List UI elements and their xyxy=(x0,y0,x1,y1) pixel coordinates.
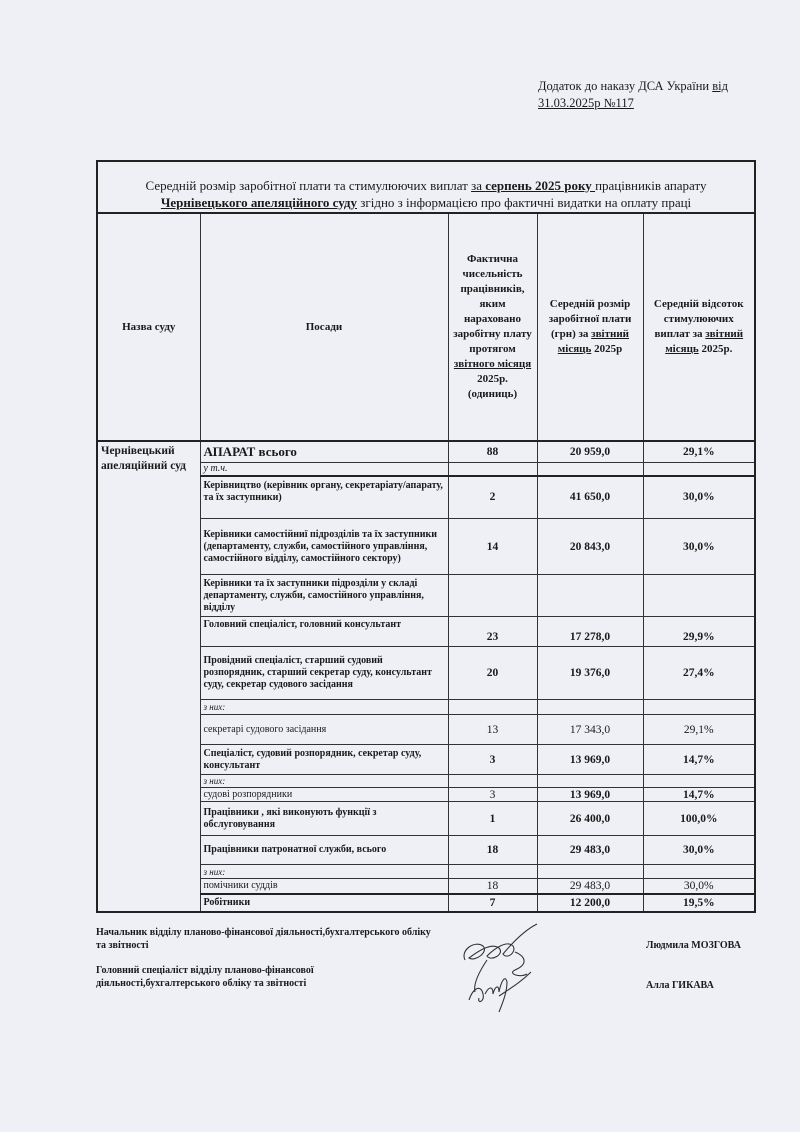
row-salary xyxy=(537,865,643,879)
annex-note xyxy=(538,78,728,112)
table-title xyxy=(97,161,755,213)
row-salary: 29 483,0 xyxy=(537,879,643,894)
title-text: за xyxy=(471,177,486,193)
row-count: 23 xyxy=(448,617,537,647)
header-text: 2025р. (одиниць) xyxy=(467,373,518,400)
signatory-name-1: Людмила МОЗГОВА xyxy=(646,940,741,951)
row-salary: 19 376,0 xyxy=(537,647,643,700)
row-count: 13 xyxy=(448,715,537,745)
row-count: 18 xyxy=(448,836,537,865)
header-text: 2025р xyxy=(591,343,623,355)
annex-line1: Додаток до наказу ДСА України xyxy=(538,79,713,93)
row-count xyxy=(448,462,537,476)
header-text: Середній розмір заробітної плати (грн) за xyxy=(548,298,632,340)
row-position: Робітники xyxy=(200,894,448,912)
title-court: Чернівецького апеляційного суду xyxy=(160,194,358,210)
signatory-title-2: Головний спеціаліст відділу планово-фінансової діяльності,бухгалтерського обліку та звітності xyxy=(96,965,314,989)
header-text: 2025р. xyxy=(698,343,733,355)
title-period: серпень 2025 року xyxy=(485,177,596,193)
row-count: 3 xyxy=(448,788,537,802)
row-position: Керівники та їх заступники підрозділи у складі департаменту, служби, самостійного управління, відділу xyxy=(200,575,448,617)
header-text: Середній відсоток стимулюючих виплат за xyxy=(653,298,744,340)
row-bonus: 30,0% xyxy=(643,836,755,865)
row-salary: 17 343,0 xyxy=(537,715,643,745)
row-salary: 41 650,0 xyxy=(537,476,643,519)
signatory-title-1: Начальник відділу планово-фінансової діяльності,бухгалтерського обліку та звітності xyxy=(96,927,431,951)
row-salary xyxy=(537,575,643,617)
row-position: Спеціаліст, судовий розпорядник, секретар суду, консультант xyxy=(200,745,448,775)
row-bonus xyxy=(643,575,755,617)
header-text: Фактична чисельність працівників, яким нараховано заробітну плату протягом xyxy=(453,253,532,355)
row-salary: 17 278,0 xyxy=(537,617,643,647)
row-count xyxy=(448,700,537,715)
row-bonus: 29,9% xyxy=(643,617,755,647)
header-salary xyxy=(537,213,643,441)
row-bonus: 14,7% xyxy=(643,745,755,775)
salary-table xyxy=(96,160,756,913)
row-position: АПАРАТ всього xyxy=(200,441,448,462)
row-bonus: 30,0% xyxy=(643,519,755,575)
title-text: працівників апарату xyxy=(595,177,707,193)
row-salary xyxy=(537,462,643,476)
header-bonus xyxy=(643,213,755,441)
row-count: 18 xyxy=(448,879,537,894)
row-bonus: 29,1% xyxy=(643,715,755,745)
row-bonus xyxy=(643,700,755,715)
header-positions: Посади xyxy=(200,213,448,441)
row-position: Працівники , які виконують функції з обслуговування xyxy=(200,802,448,836)
row-position: судові розпорядники xyxy=(200,788,448,802)
row-position: Керівники самостійниї підрозділів та їх заступники (департаменту, служби, самостійного управління, самостійного відділу, самостійного сектору) xyxy=(200,519,448,575)
row-salary: 20 959,0 xyxy=(537,441,643,462)
header-court-name: Назва суду xyxy=(97,213,200,441)
row-bonus xyxy=(643,865,755,879)
row-count: 3 xyxy=(448,745,537,775)
row-bonus: 30,0% xyxy=(643,476,755,519)
row-count xyxy=(448,775,537,788)
header-count xyxy=(448,213,537,441)
annex-order-number: 31.03.2025р №117 xyxy=(538,96,634,110)
title-text: Середній розмір заробітної плати та стимулюючих виплат xyxy=(145,177,472,193)
row-bonus: 27,4% xyxy=(643,647,755,700)
row-count xyxy=(448,575,537,617)
row-bonus xyxy=(643,775,755,788)
handwritten-signature-icon xyxy=(455,922,565,1017)
row-count: 14 xyxy=(448,519,537,575)
header-text: звітний місяць xyxy=(557,328,630,355)
row-position: Керівництво (керівник органу, секретаріату/апарату, та їх заступники) xyxy=(200,476,448,519)
header-text: звітного місяця xyxy=(453,358,532,370)
row-position: секретарі судового засідання xyxy=(200,715,448,745)
row-salary: 12 200,0 xyxy=(537,894,643,912)
row-salary: 26 400,0 xyxy=(537,802,643,836)
row-salary: 29 483,0 xyxy=(537,836,643,865)
row-position: у т.ч. xyxy=(200,462,448,476)
row-position: Провідний спеціаліст, старший судовий розпорядник, старший секретар суду, консультант суду, секретар судового засідання xyxy=(200,647,448,700)
row-count: 2 xyxy=(448,476,537,519)
row-count: 7 xyxy=(448,894,537,912)
row-bonus: 30,0% xyxy=(643,879,755,894)
row-bonus: 19,5% xyxy=(643,894,755,912)
row-salary xyxy=(537,700,643,715)
row-count: 20 xyxy=(448,647,537,700)
row-bonus: 29,1% xyxy=(643,441,755,462)
row-position: з них: xyxy=(200,700,448,715)
court-name-cell: Чернівецький апеляційний суд xyxy=(97,441,200,912)
signatory-name-2: Алла ГИКАВА xyxy=(646,980,714,991)
row-bonus xyxy=(643,462,755,476)
table-row xyxy=(97,441,755,462)
row-position: з них: xyxy=(200,865,448,879)
annex-line1-underlined: від xyxy=(712,79,728,93)
row-count: 1 xyxy=(448,802,537,836)
row-bonus: 100,0% xyxy=(643,802,755,836)
row-position: Працівники патронатної служби, всього xyxy=(200,836,448,865)
row-position: з них: xyxy=(200,775,448,788)
header-text: звітний місяць xyxy=(665,328,744,355)
row-position: помічники суддів xyxy=(200,879,448,894)
row-salary: 20 843,0 xyxy=(537,519,643,575)
row-salary: 13 969,0 xyxy=(537,745,643,775)
row-salary xyxy=(537,775,643,788)
row-count xyxy=(448,865,537,879)
header-row xyxy=(97,213,755,441)
row-salary: 13 969,0 xyxy=(537,788,643,802)
title-text: згідно з інформацією про фактичні видатки на оплату праці xyxy=(357,194,692,210)
row-bonus: 14,7% xyxy=(643,788,755,802)
row-position: Головний спеціаліст, головний консультант xyxy=(200,617,448,647)
row-count: 88 xyxy=(448,441,537,462)
